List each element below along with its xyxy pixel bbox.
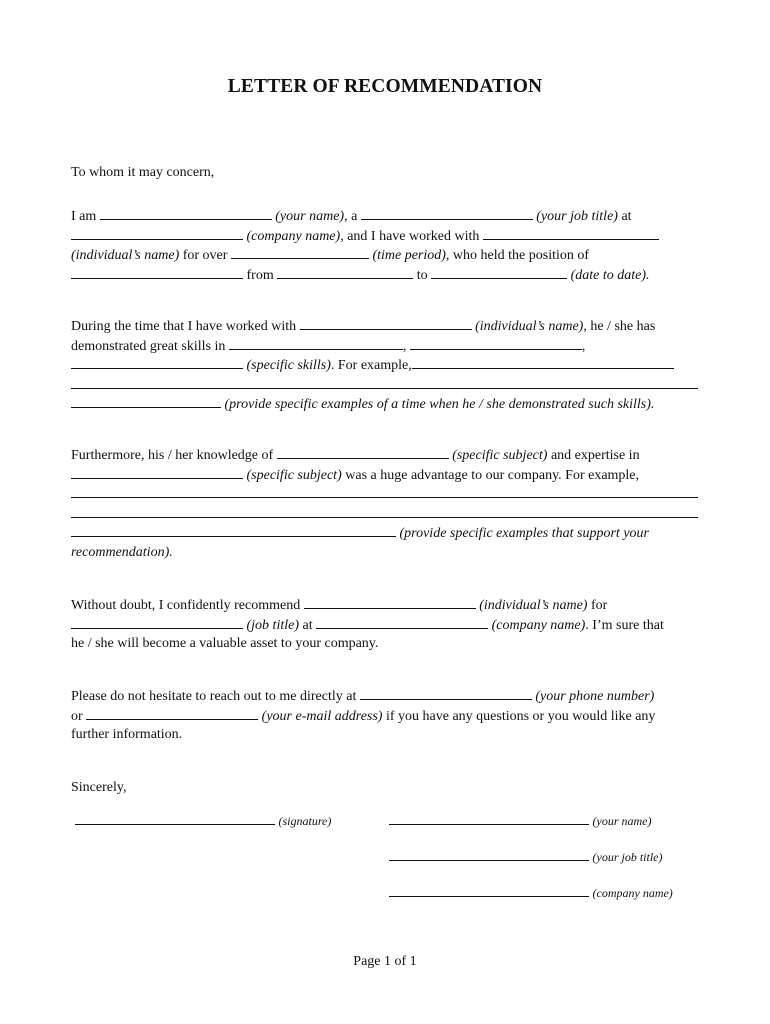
company-name-field[interactable] — [71, 226, 243, 240]
individual-name-field[interactable] — [300, 316, 472, 330]
signature-field[interactable] — [75, 813, 275, 825]
signer-job-title-field[interactable] — [389, 849, 589, 861]
example-line-field[interactable] — [71, 504, 698, 518]
paragraph-intro: I am (your name), a (your job title) at (company name), and I have worked with (individual’s name) for over (time period), who held the position of from to (date to date). — [71, 206, 659, 284]
skill-2-field[interactable] — [410, 336, 582, 350]
skill-1-field[interactable] — [229, 336, 403, 350]
page-title: LETTER OF RECOMMENDATION — [227, 76, 543, 97]
example-line-field[interactable] — [71, 375, 698, 389]
example-end-field[interactable] — [71, 523, 396, 537]
subject-field[interactable] — [277, 445, 449, 459]
your-name-field[interactable] — [100, 206, 272, 220]
individual-name-field[interactable] — [483, 226, 659, 240]
expertise-subject-field[interactable] — [71, 465, 243, 479]
your-job-title-field[interactable] — [361, 206, 533, 220]
salutation: To whom it may concern, — [71, 165, 215, 180]
time-period-field[interactable] — [231, 245, 369, 259]
paragraph-recommend: Without doubt, I confidently recommend (individual’s name) for (job title) at (company name). I’m sure that he / she will become a valuable asset to your company. — [71, 595, 664, 654]
example-end-field[interactable] — [71, 394, 221, 408]
individual-name-field[interactable] — [304, 595, 476, 609]
company-name-field[interactable] — [316, 615, 488, 629]
signer-company-field[interactable] — [389, 885, 589, 897]
paragraph-skills: During the time that I have worked with (individual’s name), he / she has demonstrated great skills in , , (specific skills). For example, (provide specific examples of a time when he / she demonstrated such skills). — [71, 316, 698, 414]
example-line-field[interactable] — [71, 484, 698, 498]
signer-name-field[interactable] — [389, 813, 589, 825]
signature-company-line: (company name) — [389, 884, 673, 904]
signature-line: (signature) — [75, 812, 331, 832]
date-from-field[interactable] — [277, 265, 413, 279]
paragraph-contact: Please do not hesitate to reach out to me directly at (your phone number) or (your e-mail address) if you have any questions or you would like any further information. — [71, 686, 655, 745]
signature-job-line: (your job title) — [389, 848, 662, 868]
phone-number-field[interactable] — [360, 686, 532, 700]
page-number: Page 1 of 1 — [353, 954, 417, 969]
email-field[interactable] — [86, 706, 258, 720]
closing: Sincerely, — [71, 780, 127, 795]
skill-3-field[interactable] — [71, 355, 243, 369]
date-to-field[interactable] — [431, 265, 567, 279]
paragraph-knowledge: Furthermore, his / her knowledge of (specific subject) and expertise in (specific subject) was a huge advantage to our company. For example, (provide specific examples that support your recommendation). — [71, 445, 698, 563]
signature-name-line: (your name) — [389, 812, 651, 832]
example-field[interactable] — [412, 355, 674, 369]
position-field[interactable] — [71, 265, 243, 279]
job-title-field[interactable] — [71, 615, 243, 629]
